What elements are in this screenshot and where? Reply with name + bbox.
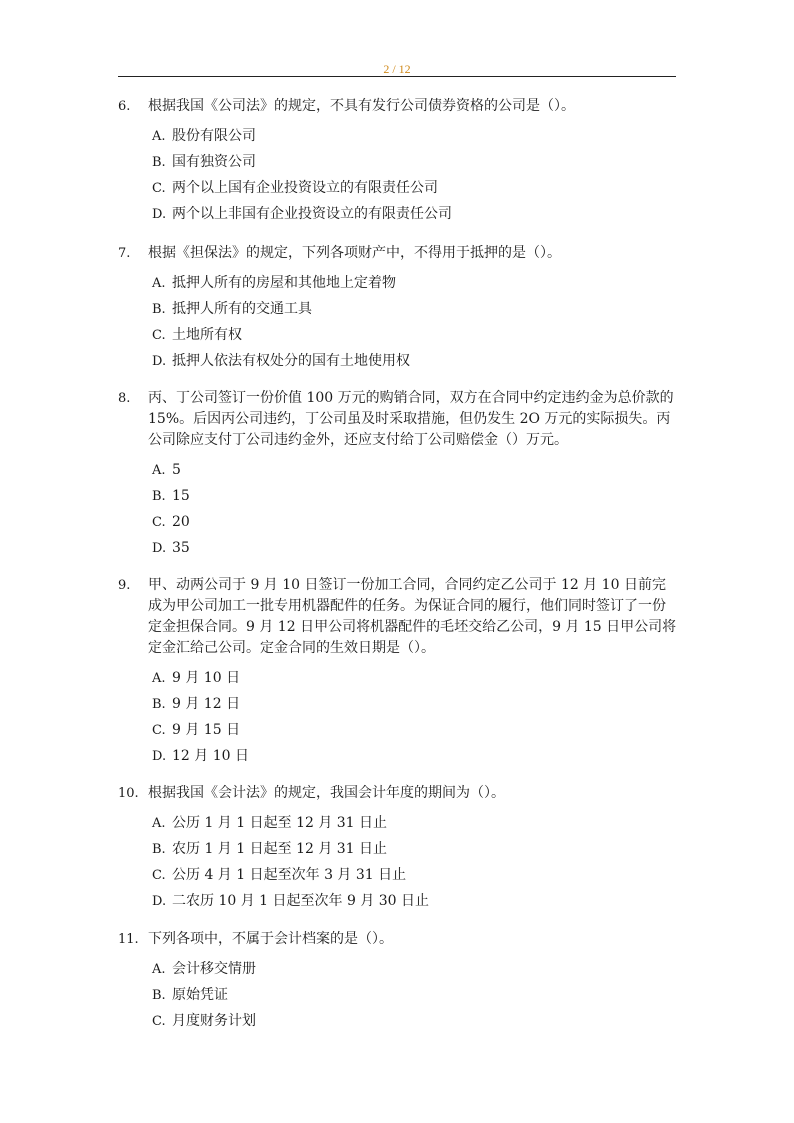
option-text: 会计移交情册: [172, 961, 256, 977]
option-text: 9 月 15 日: [172, 722, 241, 738]
option-d: [152, 535, 678, 561]
option-d: [152, 888, 678, 914]
option-text: 5: [172, 462, 181, 478]
option-letter: B.: [152, 842, 166, 857]
option-d: [152, 743, 678, 769]
option-b: [152, 149, 678, 175]
question-11: [118, 929, 678, 1034]
question-number: 10.: [118, 786, 139, 801]
option-c: [152, 717, 678, 743]
option-letter: D.: [152, 354, 167, 369]
option-letter: B.: [152, 988, 166, 1003]
option-a: [152, 457, 678, 483]
option-a: [152, 956, 678, 982]
option-text: 抵押人所有的交通工具: [172, 301, 312, 317]
option-letter: B.: [152, 155, 166, 170]
option-letter: D.: [152, 894, 167, 909]
option-text: 抵押人所有的房屋和其他地上定着物: [172, 275, 396, 291]
option-text: 两个以上非国有企业投资设立的有限责任公司: [172, 206, 452, 222]
option-letter: A.: [152, 671, 166, 686]
option-letter: A.: [152, 816, 166, 831]
question-7: [118, 243, 678, 374]
option-letter: C.: [152, 1014, 166, 1029]
option-letter: A.: [152, 129, 166, 144]
page-header: [118, 58, 676, 77]
option-letter: C.: [152, 181, 166, 196]
page-indicator: 2 / 12: [383, 62, 411, 76]
option-text: 原始凭证: [172, 987, 228, 1003]
question-9: [118, 575, 678, 769]
option-text: 股份有限公司: [172, 128, 256, 144]
option-letter: A.: [152, 962, 166, 977]
question-stem: 丙、丁公司签订一份价值 100 万元的购销合同，双方在合同中约定违约金为总价款的 15%。后因丙公司违约，丁公司虽及时采取措施，但仍发生 2O 万元的实际损失。丙公司除应支付丁公司违约金外，还应支付给丁公司赔偿金（）万元。: [148, 390, 674, 448]
option-c: [152, 322, 678, 348]
option-c: [152, 175, 678, 201]
option-a: [152, 665, 678, 691]
option-a: [152, 123, 678, 149]
option-text: 15: [172, 488, 190, 504]
question-number: 9.: [118, 578, 131, 593]
option-d: [152, 201, 678, 227]
option-letter: B.: [152, 697, 166, 712]
question-stem: 根据我国《会计法》的规定，我国会计年度的期间为（）。: [148, 785, 505, 801]
question-number: 8.: [118, 391, 131, 406]
option-text: 公历 1 月 1 日起至 12 月 31 日止: [172, 815, 388, 831]
option-letter: D.: [152, 541, 167, 556]
option-text: 农历 1 月 1 日起至 12 月 31 日止: [172, 841, 388, 857]
option-text: 月度财务计划: [172, 1013, 256, 1029]
question-stem: 根据我国《公司法》的规定，不具有发行公司债券资格的公司是（）。: [148, 98, 575, 114]
option-letter: C.: [152, 515, 166, 530]
option-letter: B.: [152, 489, 166, 504]
option-letter: D.: [152, 207, 167, 222]
option-letter: D.: [152, 749, 167, 764]
question-stem: 根据《担保法》的规定，下列各项财产中，不得用于抵押的是（）。: [148, 245, 561, 261]
question-stem: 甲、动两公司于 9 月 10 日签订一份加工合同，合同约定乙公司于 12 月 10 日前完成为甲公司加工一批专用机器配件的任务。为保证合同的履行，他们同时签订了一份定金担保合同。9 月 12 日甲公司将机器配件的毛坯交给乙公司，9 月 15 日甲公司将定金汇给己公司。定金合同的生效日期是（）。: [148, 577, 677, 656]
option-b: [152, 691, 678, 717]
option-b: [152, 836, 678, 862]
option-text: 9 月 12 日: [172, 696, 241, 712]
question-10: [118, 783, 678, 914]
option-c: [152, 509, 678, 535]
option-b: [152, 982, 678, 1008]
option-c: [152, 1008, 678, 1034]
option-letter: A.: [152, 276, 166, 291]
option-text: 公历 4 月 1 日起至次年 3 月 31 日止: [172, 867, 407, 883]
option-letter: C.: [152, 868, 166, 883]
question-6: [118, 96, 678, 227]
option-text: 20: [172, 514, 190, 530]
option-letter: B.: [152, 302, 166, 317]
question-number: 11.: [118, 932, 139, 947]
question-8: [118, 388, 678, 561]
option-c: [152, 862, 678, 888]
option-b: [152, 296, 678, 322]
option-b: [152, 483, 678, 509]
option-letter: C.: [152, 328, 166, 343]
question-stem: 下列各项中，不属于会计档案的是（）。: [148, 931, 393, 947]
question-number: 7.: [118, 246, 131, 261]
option-text: 两个以上国有企业投资设立的有限责任公司: [172, 180, 438, 196]
option-letter: A.: [152, 463, 166, 478]
option-text: 国有独资公司: [172, 154, 256, 170]
option-d: [152, 348, 678, 374]
option-letter: C.: [152, 723, 166, 738]
option-text: 土地所有权: [172, 327, 242, 343]
question-number: 6.: [118, 99, 131, 114]
option-text: 9 月 10 日: [172, 670, 241, 686]
option-text: 抵押人依法有权处分的国有土地使用权: [172, 353, 410, 369]
option-text: 二农历 10 月 1 日起至次年 9 月 30 日止: [172, 893, 430, 909]
option-text: 12 月 10 日: [172, 748, 249, 764]
option-text: 35: [172, 540, 190, 556]
option-a: [152, 810, 678, 836]
option-a: [152, 270, 678, 296]
